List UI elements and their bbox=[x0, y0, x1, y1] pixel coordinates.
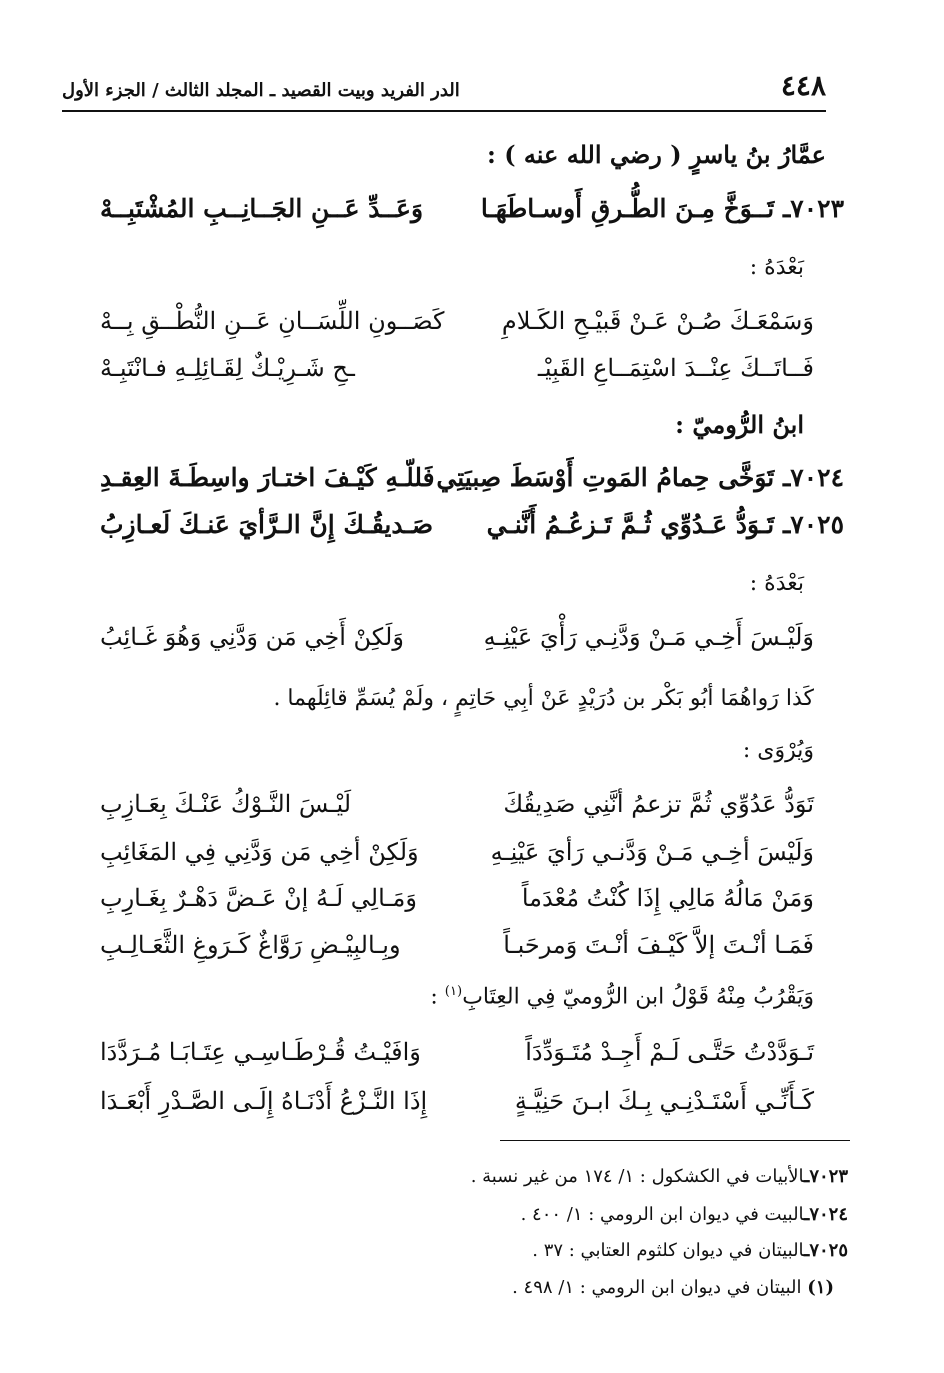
verse-number: ٧٠٢٥ـ bbox=[782, 510, 844, 539]
footnote bbox=[471, 1168, 848, 1186]
prose-paragraph bbox=[430, 985, 814, 1008]
verse-line bbox=[100, 309, 814, 333]
verse-line bbox=[100, 792, 814, 816]
speaker-heading: ابنُ الرُّوميّ : bbox=[675, 410, 804, 439]
verse-line-7023 bbox=[100, 196, 844, 221]
verse-right-hemistich: فَمَـا أنْـتَ إلاَّ كَيْـفَ أنْـتَ وَمرحَبـاً bbox=[503, 931, 814, 959]
verse-left-hemistich: لَيْـسَ النَّـوْكُ عَنْـكَ بِعَـازِبِ bbox=[100, 790, 352, 818]
verse-right-hemistich: تَـوَدَّدْتُ حَتَّـى لَـمْ أَجِـدْ مُتَـوَدِّدَاً bbox=[525, 1038, 814, 1066]
footnote-number: ٧٠٢٣ـ bbox=[804, 1166, 848, 1187]
verse-left-hemistich: وَعَــدِّ عَــنِ الجَــانِــبِ المُشْتَبِــهْ bbox=[100, 194, 424, 223]
footnote bbox=[512, 1279, 834, 1297]
footnote bbox=[521, 1206, 848, 1224]
verse-line bbox=[100, 625, 814, 649]
verse-number: ٧٠٢٣ـ bbox=[782, 194, 844, 223]
verse-left-hemistich: صَـديقُـكَ إِنَّ الـرَّأيَ عَنـكَ لَعـازِبُ bbox=[100, 510, 434, 539]
verse-right-hemistich: وَمَنْ مَالُهُ مَالِي إِذَا كُنْتُ مُعْدَماً bbox=[521, 884, 814, 912]
verse-line bbox=[100, 1089, 814, 1113]
footnote-number: (١) bbox=[807, 1277, 834, 1298]
verse-line bbox=[100, 1040, 814, 1064]
verse-right-hemistich: تَوَدُّ عَدُوِّي ثُمَّ تزعمُ أنَّنِي صَدِيقُكَ bbox=[503, 790, 814, 818]
footnote-text: البيت في ديوان ابن الرومي : ١/ ٤٠٠ . bbox=[520, 1204, 805, 1225]
running-title: الدر الفريد وبيت القصيد ـ المجلد الثالث / الجزء الأول bbox=[62, 80, 460, 101]
label-after: بَعْدَهُ : bbox=[749, 255, 804, 280]
footnote-divider bbox=[500, 1140, 850, 1141]
verse-left-hemistich: وَافَيْـتُ قُـرْطَـاسِـي عِتَـابَـا مُـرَدَّدَا bbox=[100, 1038, 421, 1066]
footnote-text: الأبيات في الكشكول : ١/ ١٧٤ من غير نسبة . bbox=[470, 1166, 805, 1187]
verse-left-hemistich: إِذَا النَّـزْعُ أَدْنَـاهُ إِلَـى الصَّـدْرِ أَبْعَـدَا bbox=[100, 1087, 428, 1115]
label-after: بَعْدَهُ : bbox=[749, 571, 804, 596]
verse-left-hemistich: وَمَـالِي لَـهُ إنْ عَـضَّ دَهْـرٌ بِغَـارِبِ bbox=[100, 884, 417, 912]
verse-left-hemistich: وَلَكِنْ أخِي مَن وَدَّنِي فِي المَغَائِبِ bbox=[100, 838, 419, 866]
verse-left-hemistich: كَصَــونِ اللِّسَــانِ عَــنِ النُّطْــقِ بِــهْ bbox=[100, 307, 445, 335]
verse-left-hemistich: ـحِ شَـرِيْـكٌ لِقَـائِلِـهِ فـانْتَبِـهْ bbox=[100, 354, 355, 382]
verse-right-hemistich: وَسَمْعَـكَ صُـنْ عَـنْ قَبيْـحِ الكَـلامِ bbox=[501, 307, 814, 335]
prose-text: وَيَقْرُبُ مِنْهُ قَوْلُ ابن الرُّوميّ فِي العِتَابِ bbox=[462, 984, 814, 1010]
footnote bbox=[532, 1242, 848, 1260]
verse-right-hemistich: كَـأَنِّـي أَسْتَـدْنِـي بِـكَ ابـنَ حَنِيَّـةٍ bbox=[514, 1087, 814, 1115]
verse-text: تَوَخَّى حِمامُ المَوتِ أَوْسَطَ صِبيَتِي bbox=[436, 463, 775, 492]
footnote-number: ٧٠٢٤ـ bbox=[804, 1204, 848, 1225]
speaker-heading: عمَّارُ بنُ ياسرٍ ( رضي الله عنه ) : bbox=[487, 140, 826, 169]
verse-left-hemistich: وبِـالبِيْـضِ رَوَّاغٌ كَـرَوغِ الثَّعَـالِـبِ bbox=[100, 931, 401, 959]
verse-right-hemistich bbox=[436, 465, 844, 490]
footnote-number: ٧٠٢٥ـ bbox=[804, 1240, 848, 1261]
running-header bbox=[62, 56, 826, 100]
verse-right-hemistich bbox=[481, 196, 844, 221]
verse-line-7025 bbox=[100, 512, 844, 537]
verse-left-hemistich: وَلَكِنْ أَخِي مَن وَدَّنِي وَهُوَ غَـائِبُ bbox=[100, 623, 404, 651]
verse-line bbox=[100, 840, 814, 864]
header-divider bbox=[62, 110, 826, 112]
prose-paragraph: كَذا رَواهُمَا أبُو بَكْر بن دُرَيْدٍ عَنْ أبِي حَاتِمٍ ، ولَمْ يُسَمِّ قائِلَهما . bbox=[273, 686, 814, 711]
verse-right-hemistich: وَلَيْـسَ أَخِـي مَـنْ وَدَّنِـي رَأْيَ عَيْنِـهِ bbox=[483, 623, 814, 651]
verse-right-hemistich bbox=[487, 512, 844, 537]
verse-right-hemistich: فَــاتَــكَ عِنْــدَ اسْتِمَــاعِ القَبِيْـ bbox=[537, 354, 814, 382]
verse-line bbox=[100, 356, 814, 380]
page-number: ٤٤٨ bbox=[780, 69, 826, 102]
footnote-marker: (١) bbox=[444, 984, 463, 999]
footnote-text: البيتان في ديوان ابن الرومي : ١/ ٤٩٨ . bbox=[512, 1277, 802, 1298]
footnote-text: البيتان في ديوان كلثوم العتابي : ٣٧ . bbox=[532, 1240, 805, 1261]
verse-right-hemistich: وَلَيْسَ أخِـي مَـنْ وَدَّنـي رَأيَ عَيْنِـهِ bbox=[490, 838, 814, 866]
verse-line bbox=[100, 886, 814, 910]
label-variant: وَيُرْوَى : bbox=[742, 738, 814, 763]
verse-number: ٧٠٢٤ـ bbox=[782, 463, 844, 492]
verse-text: تَـوَدُّ عَـدُوِّي ثُـمَّ تَـزعُـمُ أَنَّنـي bbox=[486, 510, 775, 539]
verse-text: تَــوَخَّ مِـنَ الطُّـرقِ أَوسـاطَهَـا bbox=[480, 194, 775, 223]
prose-text-end: : bbox=[430, 984, 445, 1010]
verse-left-hemistich: فَللّـهِ كَيْـفَ اختـارَ واسِطَـةَ العِقـدِ bbox=[100, 463, 435, 492]
verse-line-7024 bbox=[100, 465, 844, 490]
verse-line bbox=[100, 933, 814, 957]
